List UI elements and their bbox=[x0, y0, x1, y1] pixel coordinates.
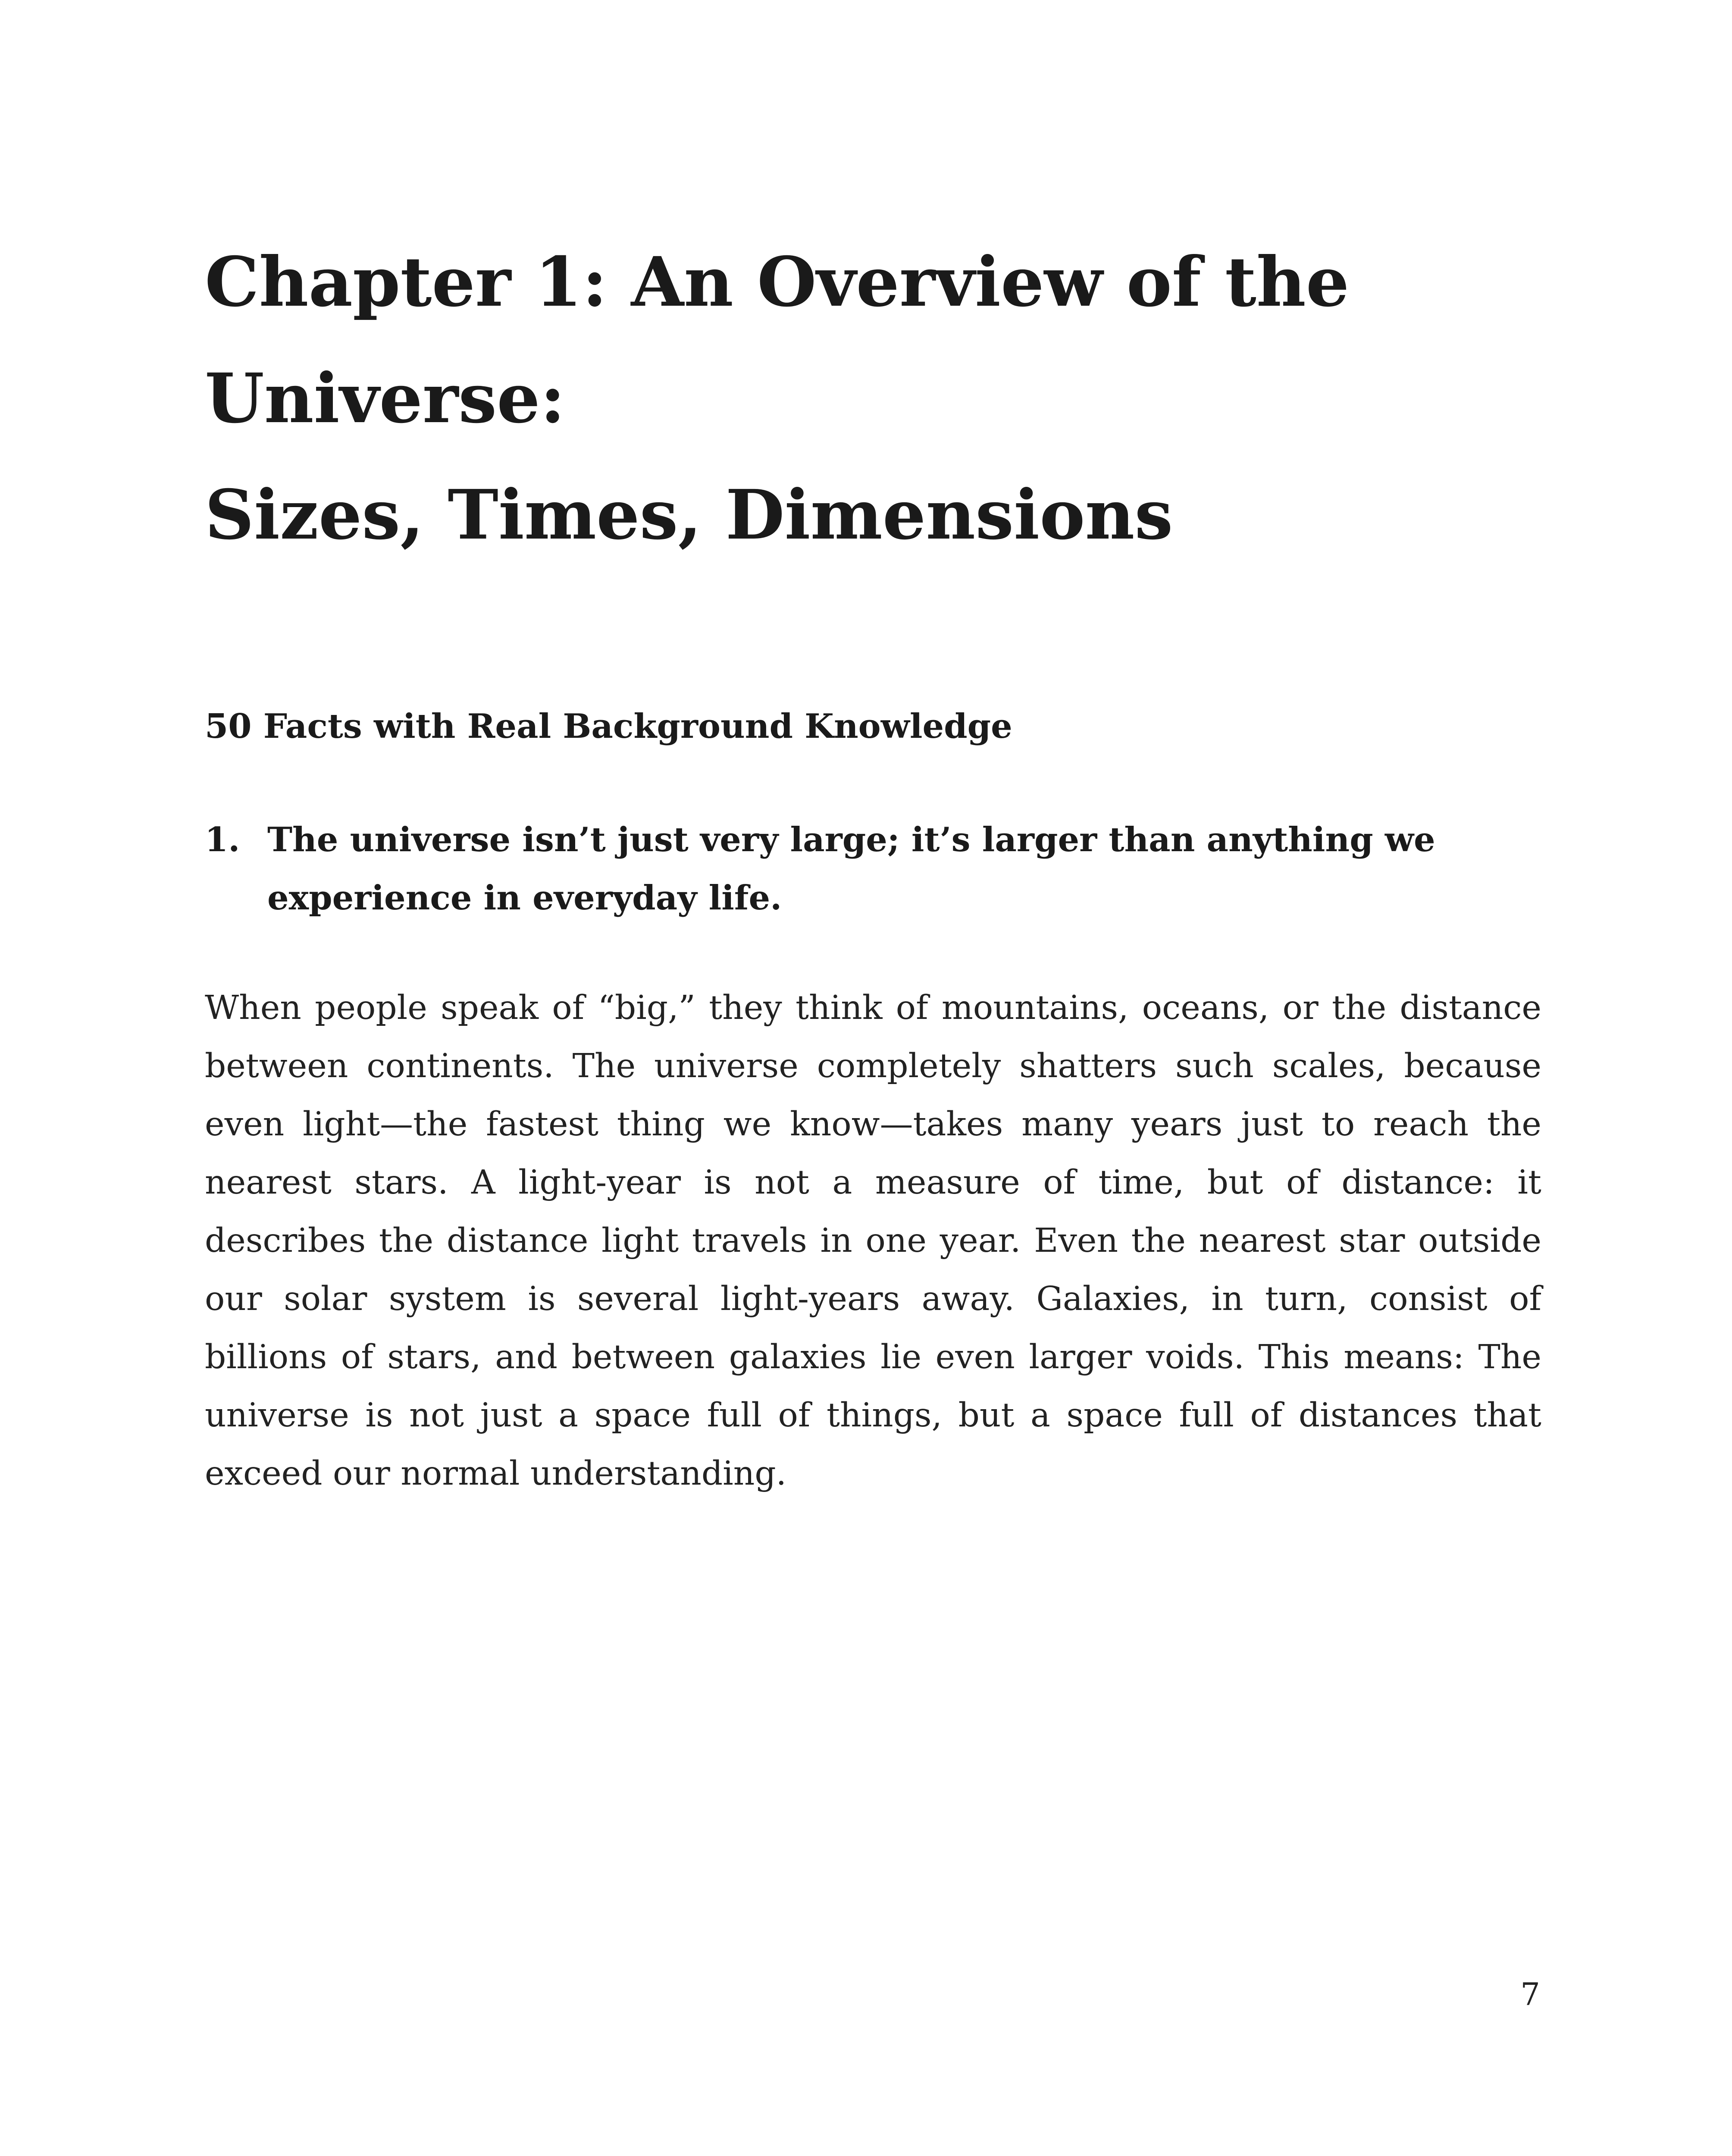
fact-number: 1. bbox=[205, 820, 240, 859]
chapter-title-line-2: Sizes, Times, Dimensions bbox=[205, 475, 1173, 555]
section-heading: 50 Facts with Real Background Knowledge bbox=[205, 707, 1012, 746]
page-content bbox=[205, 224, 1541, 1503]
chapter-title-line-1: Chapter 1: An Overview of the Universe: bbox=[205, 242, 1350, 439]
chapter-title bbox=[205, 224, 1541, 573]
fact-body-paragraph: When people speak of “big,” they think of mountains, oceans, or the distance between continents. The universe completely shatters such scales, because even light—the fastest thing we know—takes many years just to reach the nearest stars. A light-year is not a measure of time, but of distance: it describes the distance light travels in one year. Even the nearest star outside our solar system is several light-years away. Galaxies, in turn, consist of billions of stars, and between galaxies lie even larger voids. This means: The universe is not just a space full of things, but a space full of distances that exceed our normal understanding. bbox=[205, 989, 1541, 1493]
fact-list bbox=[205, 811, 1541, 927]
fact-item bbox=[205, 811, 1541, 927]
page-number: 7 bbox=[1520, 1976, 1540, 2012]
fact-statement: The universe isn’t just very large; it’s larger than anything we experience in everyday life. bbox=[267, 820, 1435, 918]
